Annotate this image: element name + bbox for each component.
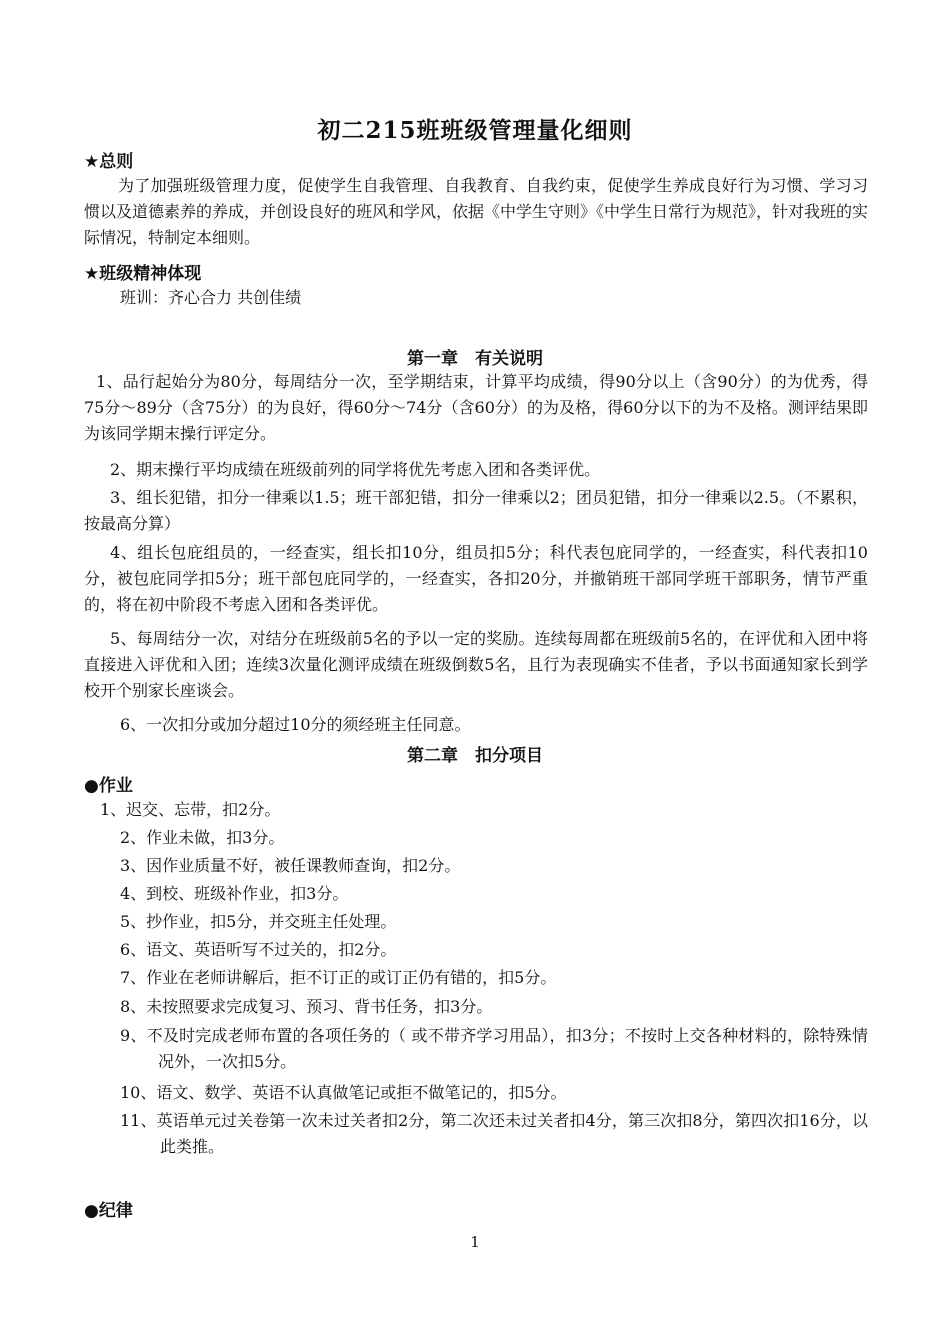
document-title: 初二215班班级管理量化细则 <box>317 117 633 144</box>
homework-item-10: 10、语文、数学、英语不认真做笔记或拒不做笔记的，扣5分。 <box>120 1083 567 1102</box>
chapter1-item-4: 4、组长包庇组员的，一经查实，组长扣10分，组员扣5分；科代表包庇同学的，一经查实，科代表扣10分，被包庇同学扣5分；班干部包庇同学的，一经查实，各扣20分，并撤销班干部同学班干部职务，情节严重的，将在初中阶段不考虑入团和各类评优。 <box>84 543 868 614</box>
page-number: 1 <box>470 1233 480 1251</box>
homework-item-2: 2、作业未做，扣3分。 <box>120 828 285 847</box>
class-motto: 班训：齐心合力 共创佳绩 <box>120 288 302 307</box>
chapter1-item-2: 2、期末操行平均成绩在班级前列的同学将优先考虑入团和各类评优。 <box>110 460 601 479</box>
general-text: 为了加强班级管理力度，促使学生自我管理、自我教育、自我约束，促使学生养成良好行为习惯、学习习惯以及道德素养的养成，并创设良好的班风和学风，依据《中学生守则》《中学生日常行为规范》，针对我班的实际情况，特制定本细则。 <box>84 176 869 247</box>
homework-item-1: 1、迟交、忘带，扣2分。 <box>100 800 281 819</box>
homework-heading: ●作业 <box>84 776 133 796</box>
chapter1-item-5: 5、每周结分一次，对结分在班级前5名的予以一定的奖励。连续每周都在班级前5名的，在评优和入团中将直接进入评优和入团；连续3次量化测评成绩在班级倒数5名，且行为表现确实不佳者，予以书面通知家长到学校开个别家长座谈会。 <box>84 629 868 700</box>
chapter1-item-1: 1、品行起始分为80分，每周结分一次，至学期结束，计算平均成绩，得90分以上（含90分）的为优秀，得75分～89分（含75分）的为良好，得60分～74分（含60分）的为及格，得60分以下的为不及格。测评结果即为该同学期末操行评定分。 <box>84 372 868 443</box>
homework-item-11: 11、英语单元过关卷第一次未过关者扣2分，第二次还未过关者扣4分，第三次扣8分，第四次扣16分，以此类推。 <box>120 1111 868 1156</box>
chapter1-item-6: 6、一次扣分或加分超过10分的须经班主任同意。 <box>120 715 471 734</box>
homework-item-5: 5、抄作业，扣5分，并交班主任处理。 <box>120 912 397 931</box>
chapter1-title: 第一章 有关说明 <box>407 349 543 369</box>
homework-item-7: 7、作业在老师讲解后，拒不订正的或订正仍有错的，扣5分。 <box>120 968 557 987</box>
homework-item-8: 8、未按照要求完成复习、预习、背书任务，扣3分。 <box>120 997 493 1016</box>
chapter2-title: 第二章 扣分项目 <box>407 746 543 766</box>
homework-item-9: 9、不及时完成老师布置的各项任务的（ 或不带齐学习用品），扣3分；不按时上交各种材料的，除特殊情况外，一次扣5分。 <box>120 1026 868 1071</box>
homework-item-3: 3、因作业质量不好，被任课教师查询，扣2分。 <box>120 856 461 875</box>
homework-item-4: 4、到校、班级补作业，扣3分。 <box>120 884 349 903</box>
chapter1-item-3: 3、组长犯错，扣分一律乘以1.5；班干部犯错，扣分一律乘以2；团员犯错，扣分一律乘以2.5。（不累积，按最高分算） <box>84 488 868 533</box>
homework-item-6: 6、语文、英语听写不过关的，扣2分。 <box>120 940 397 959</box>
general-heading: ★总则 <box>84 152 134 172</box>
spirit-heading: ★班级精神体现 <box>84 264 202 284</box>
discipline-heading: ●纪律 <box>84 1201 133 1221</box>
